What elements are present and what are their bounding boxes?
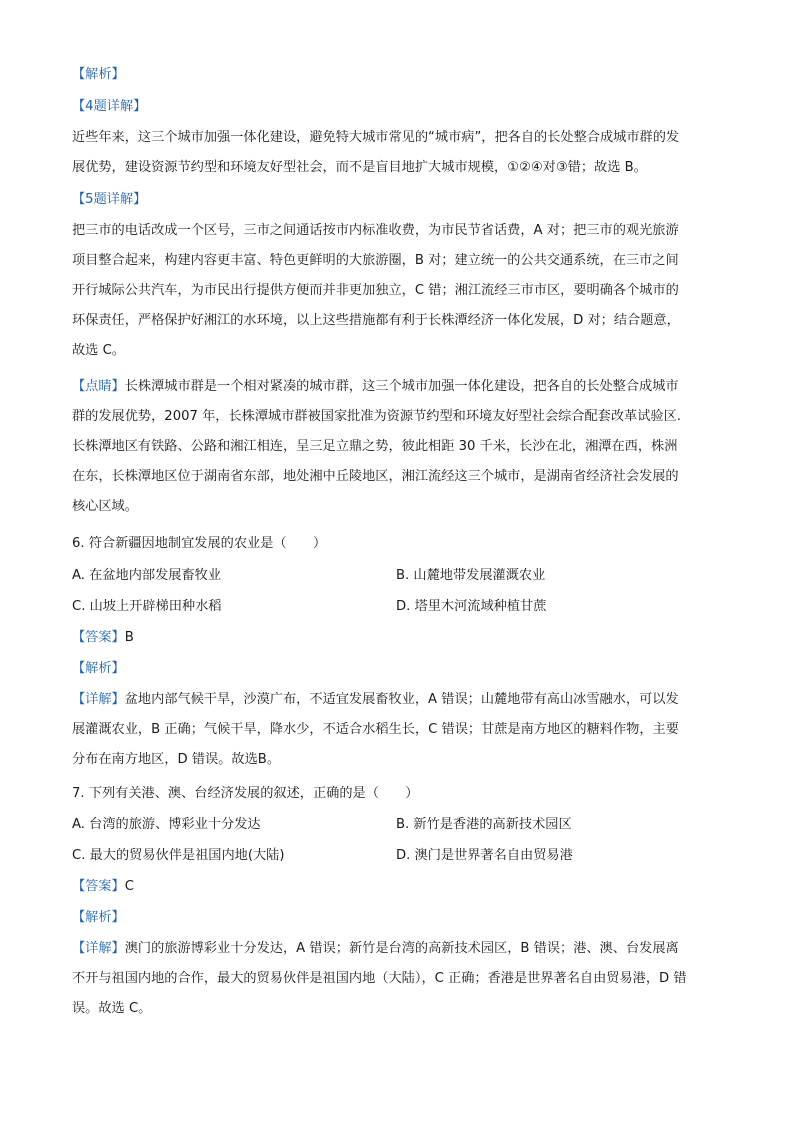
q6-stem: 6. 符合新疆因地制宜发展的农业是（ ）: [72, 536, 327, 551]
q7-stem: 7. 下列有关港、澳、台经济发展的叙述，正确的是（ ）: [72, 786, 419, 801]
section-analysis: 【解析】: [72, 67, 125, 82]
q5-explanation: 把三市的电话改成一个区号，三市之间通话按市内标准收费，为市民节省话费，A 对；把三市的观光旅游 项目整合起来，构建内容更丰富、特色更鲜明的大旅游圈，B 对；建立统一的公共交通系统，在三市之间 开行城际公共汽车，为市民出行提供方便而并非更加独立，C 错；湘江流经三市市区，要明确各个城市的 环保责任，严格保护好湘江的水环境，以上这些措施都有利于长株潭经济一体化发展，D 对；结合题意， 故选 C。: [72, 223, 680, 358]
section-q4-detail: 【4题详解】: [72, 99, 147, 114]
q6-detail: 【详解】盆地内部气候干旱，沙漠广布，不适宜发展畜牧业，A 错误；山麓地带有高山冰雪融水，可以发 展灌溉农业，B 正确；气候干旱，降水少，不适合水稻生长，C 错误；甘蔗是南方地区的糖料作物，主要 分布在南方地区，D 错误。故选B。: [72, 692, 679, 767]
key-points: 【点睛】长株潭城市群是一个相对紧凑的城市群，这三个城市加强一体化建设，把各自的长处整合成城市 群的发展优势，2007 年，长株潭城市群被国家批准为资源节约型和环境友好型社会综合配套改革试验区. 长株潭地区有铁路、公路和湘江相连，呈三足立鼎之势，彼此相距 30 千米，长沙在北，湘潭在西，株洲 在东，长株潭地区位于湖南省东部，地处湘中丘陵地区，湘江流经这三个城市，是湖南省经济社会发展的 核心区域。: [72, 379, 682, 514]
q6-option-b: B. 山麓地带发展灌溉农业: [396, 568, 546, 583]
q6-option-a: A. 在盆地内部发展畜牧业: [72, 568, 222, 583]
q7-option-c: C. 最大的贸易伙伴是祖国内地(大陆): [72, 848, 285, 863]
q7-analysis-tag: 【解析】: [72, 910, 125, 925]
q4-explanation: 近些年来，这三个城市加强一体化建设，避免特大城市常见的“城市病”，把各自的长处整合成城市群的发 展优势，建设资源节约型和环境友好型社会，而不是盲目地扩大城市规模，①②④对③错；故选 B。: [72, 130, 680, 175]
section-q5-detail: 【5题详解】: [72, 192, 147, 207]
q6-answer: 【答案】B: [72, 630, 134, 645]
q7-option-d: D. 澳门是世界著名自由贸易港: [396, 848, 573, 863]
q6-analysis-tag: 【解析】: [72, 661, 125, 676]
q7-option-a: A. 台湾的旅游、博彩业十分发达: [72, 817, 261, 832]
q7-detail: 【详解】澳门的旅游博彩业十分发达，A 错误；新竹是台湾的高新技术园区，B 错误；港、澳、台发展离 不开与祖国内地的合作，最大的贸易伙伴是祖国内地（大陆），C 正确；香港是世界著名自由贸易港，D 错 误。故选 C。: [72, 941, 687, 1016]
key-points-tag: 【点睛】: [72, 379, 125, 394]
q7-option-b: B. 新竹是香港的高新技术园区: [396, 817, 572, 832]
q6-option-d: D. 塔里木河流域种植甘蔗: [396, 599, 547, 614]
q6-option-c: C. 山坡上开辟梯田种水稻: [72, 599, 222, 614]
q7-answer: 【答案】C: [72, 879, 134, 894]
